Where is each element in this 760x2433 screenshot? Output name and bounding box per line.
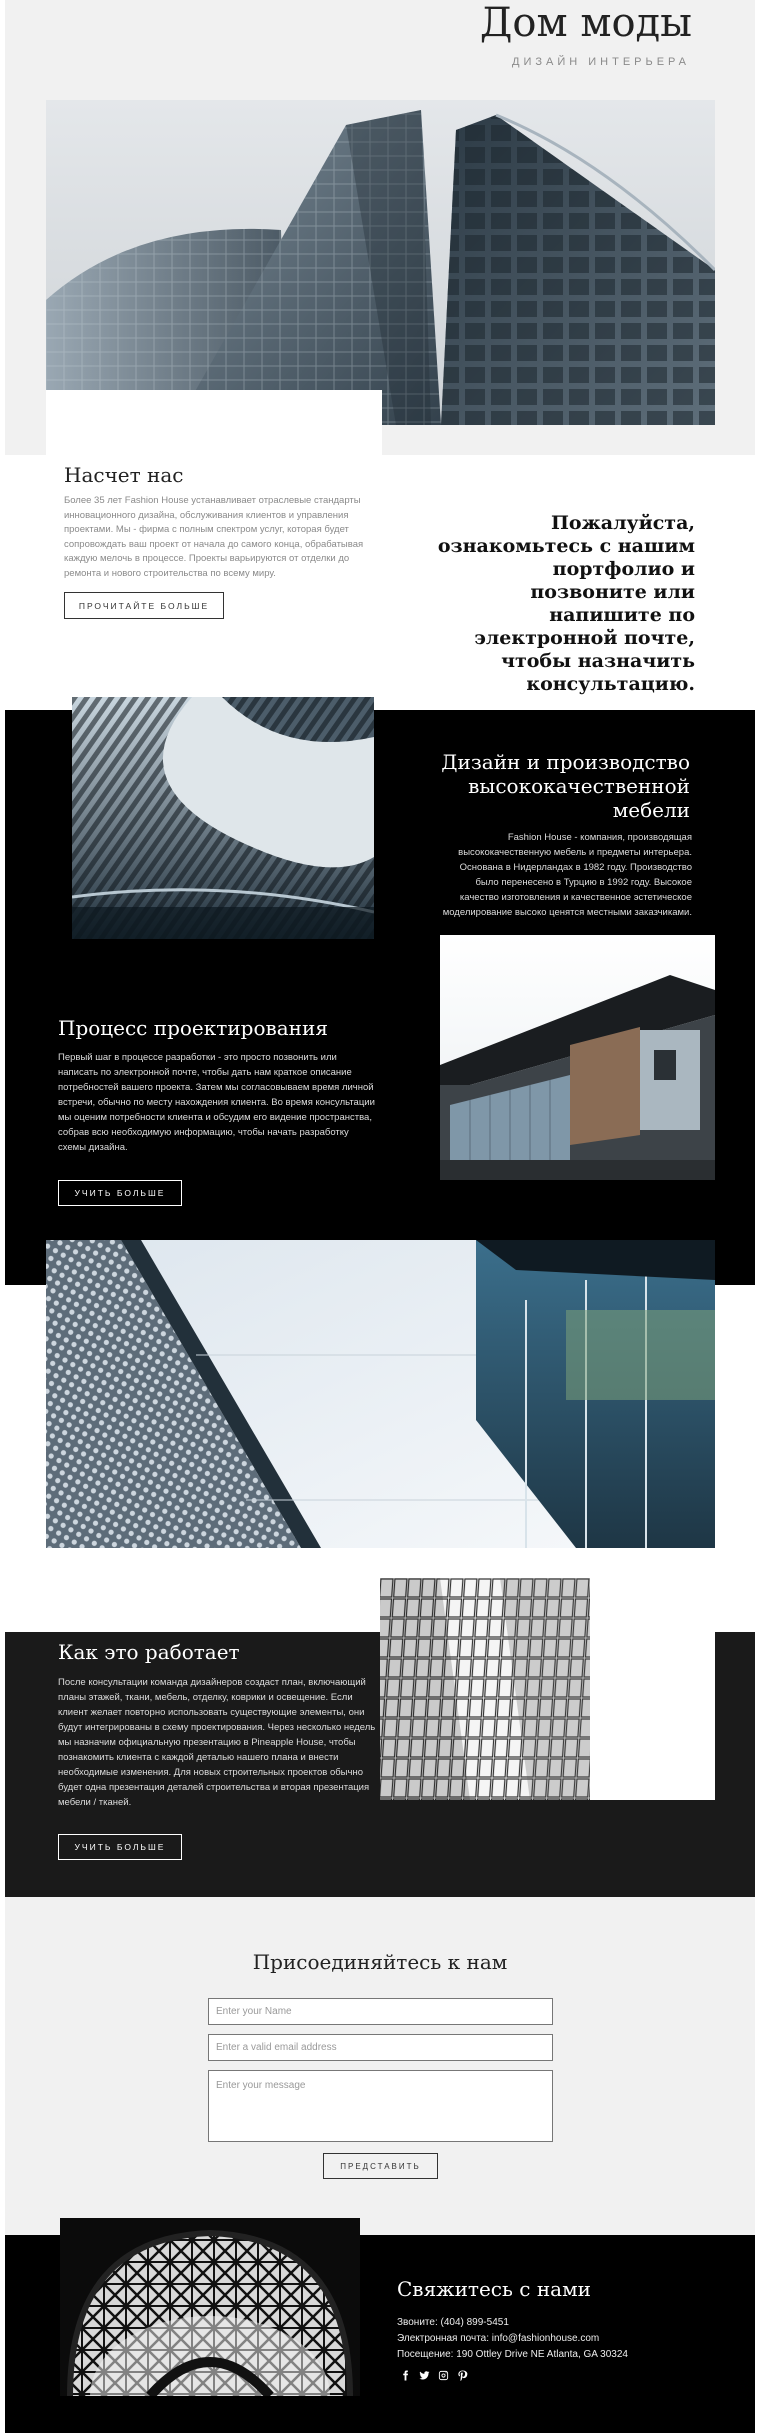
consultation-callout: Пожалуйста, ознакомьтесь с нашим портфолио и позвоните или напишите по электронной почте, чтобы назначить консультацию. — [437, 512, 695, 695]
process-text: Первый шаг в процессе разработки - это просто позвонить или написать по электронной почте, чтобы дать нам краткое описание потребностей вашего проекта. Затем мы согласовываем время личной встречи, обычно по месту нахождения клиента. Во время консультации мы оценим потребности клиента и обсудим его видение пространства, собрав всю необходимую информацию, чтобы начать разработку схемы дизайна. — [58, 1052, 375, 1153]
contact-email: Электронная почта: info@fashionhouse.com — [397, 2333, 600, 2344]
page-subtitle: ДИЗАЙН ИНТЕРЬЕРА — [512, 56, 690, 68]
twitter-icon[interactable] — [419, 2370, 430, 2381]
email-input[interactable]: Enter a valid email address — [208, 2034, 553, 2061]
page-title: Дом моды — [479, 0, 692, 46]
learn-more-button[interactable]: УЧИТЬ БОЛЬШЕ — [58, 1180, 182, 1206]
facade-grid-image — [380, 1578, 715, 1800]
design-text: Fashion House - компания, производящая высококачественную мебель и предметы интерьера. Основана в Нидерландах в 1982 году. Производство было перенесено в Турцию в 1992 году. Высокое качество изготовления и качественное эстетическое моделирование высоко ценятся местными заказчиками. — [442, 832, 692, 918]
contact-phone: Звоните: (404) 899-5451 — [397, 2317, 509, 2328]
how-it-works-learn-more-button[interactable]: УЧИТЬ БОЛЬШЕ — [58, 1834, 182, 1860]
about-heading: Насчет нас — [64, 463, 184, 487]
modern-house-image — [440, 935, 715, 1180]
how-it-works-heading: Как это работает — [58, 1640, 240, 1664]
hero-skyscraper-image — [46, 100, 715, 425]
design-heading: Дизайн и производство высококачественной мебели — [441, 750, 690, 822]
glass-dome-image — [60, 2218, 360, 2396]
contact-address: Посещение: 190 Ottley Drive NE Atlanta, GA 30324 — [397, 2349, 628, 2360]
message-textarea[interactable]: Enter your message — [208, 2070, 553, 2142]
submit-button[interactable]: ПРЕДСТАВИТЬ — [323, 2153, 438, 2179]
instagram-icon[interactable] — [438, 2370, 449, 2381]
name-input[interactable]: Enter your Name — [208, 1998, 553, 2025]
how-it-works-text: После консультации команда дизайнеров создаст план, включающий планы этажей, ткани, мебель, отделку, коврики и освещение. Если клиент желает повторно использовать существующие элементы, они будут интегрированы в схему проектирования. Через несколько недель мы назначим официальную презентацию в Pineapple House, чтобы познакомить клиента с каждой деталью нашего плана и внести необходимые изменения. Для новых строительных проектов обычно будет одна презентация деталей строительства и вторая презентация мебели / тканей. — [58, 1677, 376, 1808]
curved-building-image — [72, 697, 374, 939]
facebook-icon[interactable] — [400, 2370, 411, 2381]
about-text: Более 35 лет Fashion House устанавливает отраслевые стандарты инновационного дизайна, обслуживания клиентов и управления проектами. Мы - фирма с полным спектром услуг, которая будет сопровождать ваш проект от начала до самого конца, обрабатывая каждую мелочь в процессе. Проекты варьируются от отделки до ремонта и нового строительства по всему миру. — [64, 495, 364, 579]
social-links — [400, 2370, 468, 2381]
join-heading: Присоединяйтесь к нам — [252, 1950, 508, 1974]
process-heading: Процесс проектирования — [58, 1016, 328, 1040]
architecture-panorama-image — [46, 1240, 715, 1548]
read-more-button[interactable]: ПРОЧИТАЙТЕ БОЛЬШЕ — [64, 592, 224, 619]
contact-heading: Свяжитесь с нами — [397, 2277, 591, 2301]
join-section — [5, 1897, 755, 2235]
pinterest-icon[interactable] — [457, 2370, 468, 2381]
